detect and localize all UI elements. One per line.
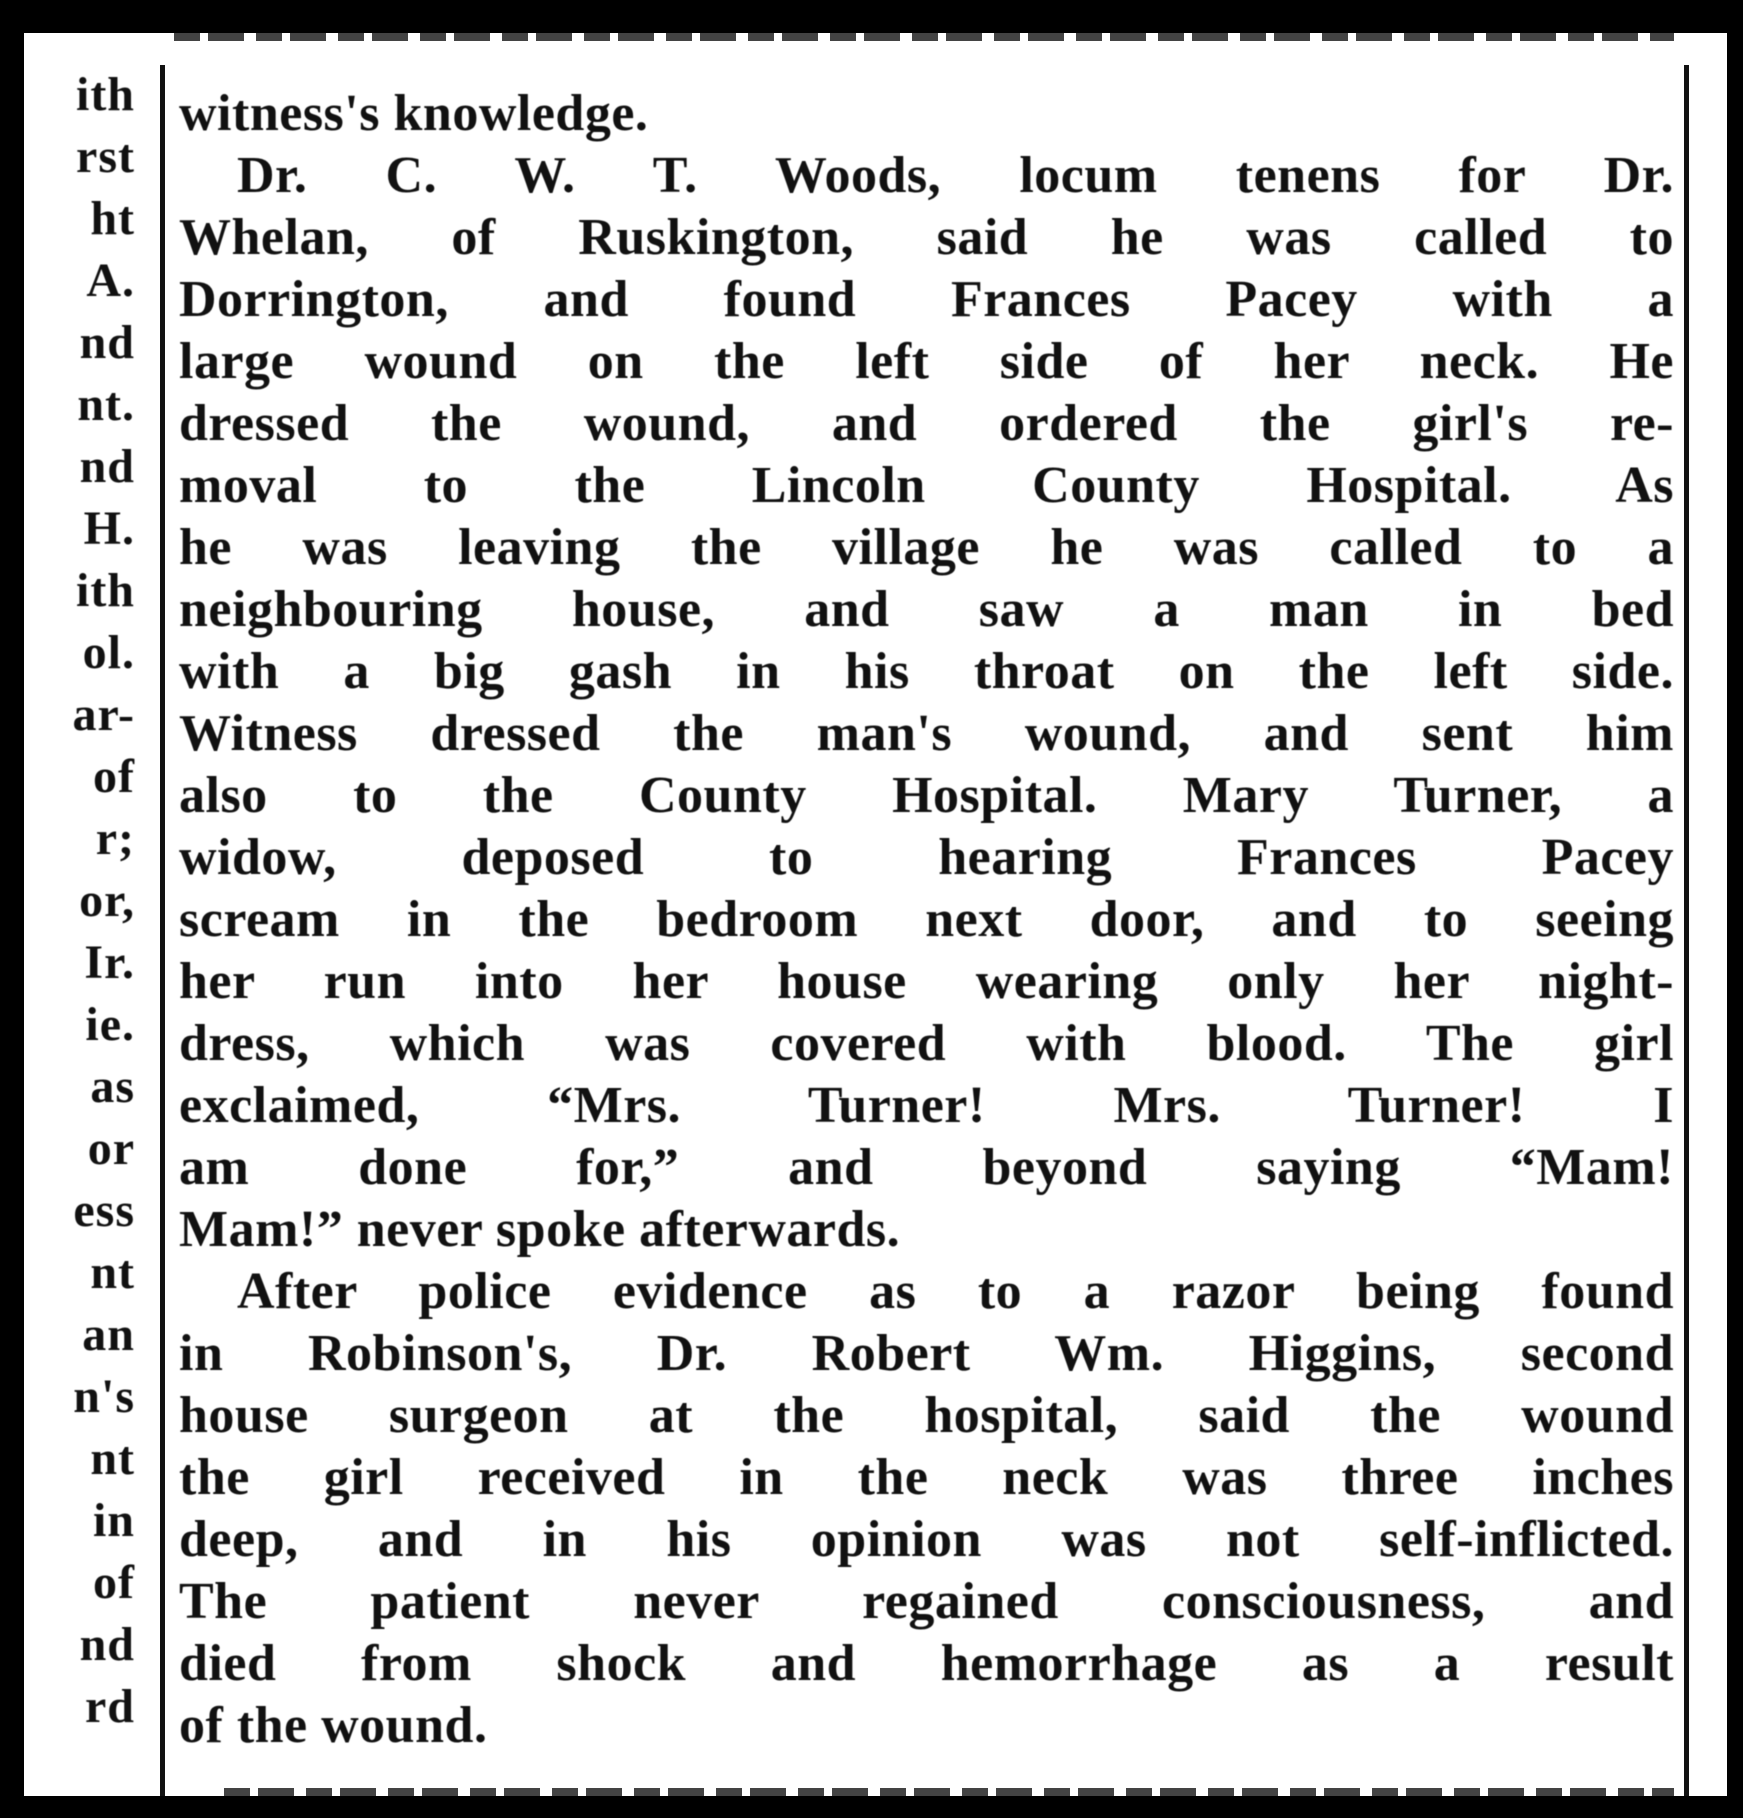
left-fragment: H. [83, 502, 135, 555]
column-rule-left [160, 65, 165, 1796]
article-line: neighbouring house, and saw a man in bed [179, 581, 1674, 638]
left-fragment: as [90, 1060, 135, 1113]
article-line: large wound on the left side of her neck. He [179, 333, 1674, 390]
left-fragment: ie. [85, 998, 135, 1051]
left-fragment: rd [85, 1680, 135, 1733]
article-line: moval to the Lincoln County Hospital. As [179, 457, 1674, 514]
article-line: deep, and in his opinion was not self-inflicted. [179, 1511, 1674, 1568]
left-fragment: nt [90, 1246, 135, 1299]
left-fragment: ht [90, 192, 135, 245]
article-line: dress, which was covered with blood. The girl [179, 1015, 1674, 1072]
left-fragment: of [93, 1556, 135, 1609]
article-body [179, 83, 1674, 1757]
left-column-clipped [24, 33, 157, 1796]
left-fragment: nt. [77, 378, 135, 431]
left-fragment: ess [73, 1184, 135, 1237]
article-line: am done for,” and beyond saying “Mam! [179, 1139, 1674, 1196]
article-line: of the wound. [179, 1697, 488, 1754]
left-fragment: rst [76, 130, 135, 183]
article-line: Mam!” never spoke afterwards. [179, 1201, 901, 1258]
left-fragment: r; [95, 812, 135, 865]
article-line: Dr. C. W. T. Woods, locum tenens for Dr. [237, 147, 1674, 204]
left-fragment: or, [79, 874, 135, 927]
left-fragment: ith [75, 564, 135, 617]
article-line: After police evidence as to a razor being found [237, 1263, 1674, 1320]
article-line: widow, deposed to hearing Frances Pacey [179, 829, 1674, 886]
article-line: scream in the bedroom next door, and to seeing [179, 891, 1674, 948]
left-fragment: n's [73, 1370, 135, 1423]
left-fragment: or [87, 1122, 135, 1175]
left-fragment: an [82, 1308, 135, 1361]
left-fragment: nd [79, 440, 135, 493]
left-fragment: of [93, 750, 135, 803]
article-line: the girl received in the neck was three inches [179, 1449, 1674, 1506]
article-line: The patient never regained consciousness, and [179, 1573, 1674, 1630]
left-fragment: ol. [82, 626, 135, 679]
article-line: Witness dressed the man's wound, and sent him [179, 705, 1674, 762]
clipped-text-bottom [224, 1788, 1674, 1796]
left-fragment: ith [75, 68, 135, 121]
newspaper-clipping [24, 33, 1727, 1796]
article-line: witness's knowledge. [179, 85, 649, 142]
column-rule-right [1684, 65, 1689, 1796]
left-fragment: Ir. [84, 936, 135, 989]
clipped-text-top [174, 33, 1674, 41]
article-line: Whelan, of Ruskington, said he was called to [179, 209, 1674, 266]
article-line: dressed the wound, and ordered the girl's re- [179, 395, 1674, 452]
article-line: her run into her house wearing only her night- [179, 953, 1674, 1010]
article-line: died from shock and hemorrhage as a result [179, 1635, 1674, 1692]
left-fragment: in [92, 1494, 135, 1547]
article-line: Dorrington, and found Frances Pacey with a [179, 271, 1674, 328]
left-fragment: nd [79, 1618, 135, 1671]
left-fragment: nt [90, 1432, 135, 1485]
left-fragment: A. [86, 254, 135, 307]
article-line: he was leaving the village he was called to a [179, 519, 1674, 576]
article-line: in Robinson's, Dr. Robert Wm. Higgins, second [179, 1325, 1674, 1382]
article-line: also to the County Hospital. Mary Turner, a [179, 767, 1674, 824]
left-fragment: nd [79, 316, 135, 369]
article-line: exclaimed, “Mrs. Turner! Mrs. Turner! I [179, 1077, 1674, 1134]
article-line: house surgeon at the hospital, said the wound [179, 1387, 1674, 1444]
article-line: with a big gash in his throat on the left side. [179, 643, 1674, 700]
left-fragment: ar- [72, 688, 135, 741]
